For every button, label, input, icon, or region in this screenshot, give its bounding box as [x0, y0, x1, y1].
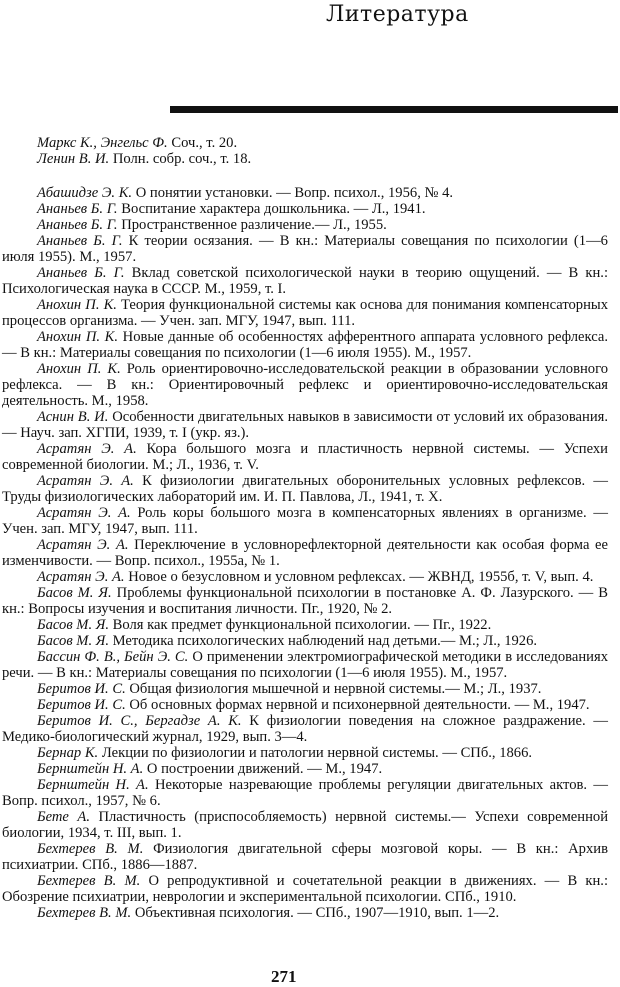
- reference-text: Воля как предмет функциональной психологии. — Пг., 1922.: [109, 617, 492, 633]
- reference-text: Методика психологических наблюдений над детьми.— М.; Л., 1926.: [109, 633, 538, 649]
- reference-text: Новое о безусловном и условном рефлексах. — ЖВНД, 1955б, т. V, вып. 4.: [124, 569, 594, 585]
- reference-author: Абашидзе Э. К.: [37, 185, 133, 201]
- reference-author: Бассин Ф. В., Бейн Э. С.: [37, 649, 189, 665]
- reference-author: Маркс К., Энгельс Ф.: [37, 135, 168, 151]
- reference-entry: [2, 361, 608, 409]
- reference-author: Аснин В. И.: [37, 409, 109, 425]
- reference-text: Лекции по физиологии и патологии нервной системы. — СПб., 1866.: [98, 745, 533, 761]
- reference-author: Бернар К.: [37, 745, 99, 761]
- reference-entry: [2, 505, 608, 537]
- reference-text: Переключение в условнорефлекторной деятельности как особая форма ее изменчивости. — Вопр. психол., 1955а, № 1.: [2, 537, 608, 569]
- reference-text: Теория функциональной системы как основа для понимания компенсаторных процессов организма. — Учен. зап. МГУ, 1947, вып. 111.: [2, 297, 609, 329]
- reference-text: О построении движений. — М., 1947.: [143, 761, 383, 777]
- reference-author: Ленин В. И.: [37, 151, 110, 167]
- reference-text: К физиологии поведения на сложное раздражение. — Медико-биологический журнал, 1929, вып. 3—4.: [2, 713, 608, 745]
- reference-entry: [2, 217, 608, 233]
- reference-author: Басов М. Я.: [37, 617, 109, 633]
- reference-author: Басов М. Я.: [37, 585, 112, 601]
- reference-text: К физиологии двигательных оборонительных условных рефлексов. — Труды физиологических лабораторий им. И. П. Павлова, Л., 1941, т. X.: [2, 473, 608, 505]
- reference-author: Анохин П. К.: [37, 329, 118, 345]
- bibliography: [2, 135, 608, 921]
- reference-author: Ананьев Б. Г.: [37, 217, 118, 233]
- reference-author: Бехтерев В. М.: [37, 905, 132, 921]
- reference-text: Полн. собр. соч., т. 18.: [109, 151, 252, 167]
- reference-entry: [2, 329, 608, 361]
- reference-text: Некоторые назревающие проблемы регуляции двигательных актов. — Вопр. психол., 1957, № 6.: [2, 777, 608, 809]
- reference-entry: [2, 409, 608, 441]
- reference-text: Проблемы функциональной психологии в постановке А. Ф. Лазурского. — В кн.: Вопросы изучения и воспитания личности. Пг., 1920, № 2.: [2, 585, 608, 617]
- reference-author: Ананьев Б. Г.: [37, 265, 125, 281]
- reference-author: Беритов И. С., Бергадзе А. К.: [37, 713, 242, 729]
- reference-author: Асратян Э. А.: [37, 569, 125, 585]
- reference-author: Бехтерев В. М.: [37, 841, 144, 857]
- reference-entry: [2, 135, 608, 151]
- reference-entry: [2, 809, 608, 841]
- reference-text: Воспитание характера дошкольника. — Л., 1941.: [117, 201, 426, 217]
- reference-text: Кора большого мозга и пластичность нервной системы. — Успехи современной биологии. М.; Л., 1936, т. V.: [2, 441, 608, 473]
- reference-entry: [2, 777, 608, 809]
- reference-entry: [2, 713, 608, 745]
- reference-text: Пространственное различение.— Л., 1955.: [117, 217, 387, 233]
- reference-entry: [2, 617, 608, 633]
- reference-text: Особенности двигательных навыков в зависимости от условий их образования. — Науч. зап. ХГПИ, 1939, т. I (укр. яз.).: [2, 409, 608, 441]
- page-number: 271: [271, 967, 297, 986]
- reference-entry: [2, 633, 608, 649]
- reference-text: О применении электромиографической методики в исследованиях речи. — В кн.: Материалы совещания по психологии (1—6 июля 1955). М., 1957.: [2, 649, 608, 681]
- reference-author: Бернштейн Н. А.: [37, 761, 144, 777]
- reference-author: Бехтерев В. М.: [37, 873, 141, 889]
- reference-entry: [2, 745, 608, 761]
- reference-text: Пластичность (приспособляемость) нервной системы.— Успехи современной биологии, 1934, т. III, вып. 1.: [2, 809, 609, 841]
- reference-author: Асратян Э. А.: [37, 505, 131, 521]
- reference-text: Объективная психология. — СПб., 1907—1910, вып. 1—2.: [131, 905, 500, 921]
- reference-entry: [2, 681, 608, 697]
- reference-author: Беритов И. С.: [37, 681, 126, 697]
- reference-text: Общая физиология мышечной и нервной системы.— М.; Л., 1937.: [125, 681, 542, 697]
- reference-author: Ананьев Б. Г.: [37, 233, 123, 249]
- reference-text: О понятии установки. — Вопр. психол., 1956, № 4.: [132, 185, 454, 201]
- reference-entry: [2, 761, 608, 777]
- reference-text: Вклад советской психологической науки в теорию ощущений. — В кн.: Психологическая наука в СССР. М., 1959, т. I.: [2, 265, 608, 297]
- reference-entry: [2, 441, 608, 473]
- reference-entry: [2, 537, 608, 569]
- title-rule: [170, 106, 618, 113]
- reference-text: Новые данные об особенностях афферентного аппарата условного рефлекса. — В кн.: Материалы совещания по психологии (1—6 июля 1955). М., 1957.: [2, 329, 608, 361]
- reference-author: Анохин П. К.: [37, 361, 121, 377]
- reference-author: Анохин П. К.: [37, 297, 117, 313]
- reference-entry: [2, 297, 608, 329]
- reference-author: Асратян Э. А.: [37, 441, 137, 457]
- reference-entry: [2, 585, 608, 617]
- classics-list: [2, 135, 608, 167]
- reference-entry: [2, 569, 608, 585]
- reference-entry: [2, 201, 608, 217]
- reference-text: Об основных формах нервной и психонервной деятельности. — М., 1947.: [125, 697, 590, 713]
- reference-entry: [2, 185, 608, 201]
- reference-text: К теории осязания. — В кн.: Материалы совещания по психологии (1—6 июля 1955). М., 1957.: [2, 233, 608, 265]
- reference-entry: [2, 265, 608, 297]
- reference-text: О репродуктивной и сочетательной реакции в движениях. — В кн.: Обозрение психиатрии, неврологии и экспериментальной психологии. СПб., 1910.: [2, 873, 608, 905]
- references-list: [2, 185, 608, 921]
- page-title: Литература: [326, 2, 469, 27]
- reference-entry: [2, 649, 608, 681]
- reference-author: Асратян Э. А.: [37, 473, 134, 489]
- reference-author: Ананьев Б. Г.: [37, 201, 118, 217]
- reference-entry: [2, 473, 608, 505]
- reference-entry: [2, 905, 608, 921]
- reference-author: Бернштейн Н. А.: [37, 777, 149, 793]
- reference-entry: [2, 873, 608, 905]
- reference-entry: [2, 697, 608, 713]
- reference-author: Басов М. Я.: [37, 633, 109, 649]
- reference-text: Соч., т. 20.: [167, 135, 238, 151]
- reference-text: Роль коры большого мозга в компенсаторных явлениях в организме. — Учен. зап. МГУ, 1947, вып. 111.: [2, 505, 608, 537]
- reference-entry: [2, 841, 608, 873]
- reference-author: Асратян Э. А.: [37, 537, 129, 553]
- reference-entry: [2, 151, 608, 167]
- section-gap: [2, 167, 608, 185]
- reference-text: Роль ориентировочно-исследовательской реакции в образовании условного рефлекса. — В кн.: Ориентировочный рефлекс и ориентировочно-исследовательская деятельность. М., 1958.: [2, 361, 608, 409]
- reference-entry: [2, 233, 608, 265]
- reference-author: Беритов И. С.: [37, 697, 126, 713]
- reference-text: Физиология двигательной сферы мозговой коры. — В кн.: Архив психиатрии. СПб., 1886—1887.: [2, 841, 608, 873]
- reference-author: Бете А.: [37, 809, 90, 825]
